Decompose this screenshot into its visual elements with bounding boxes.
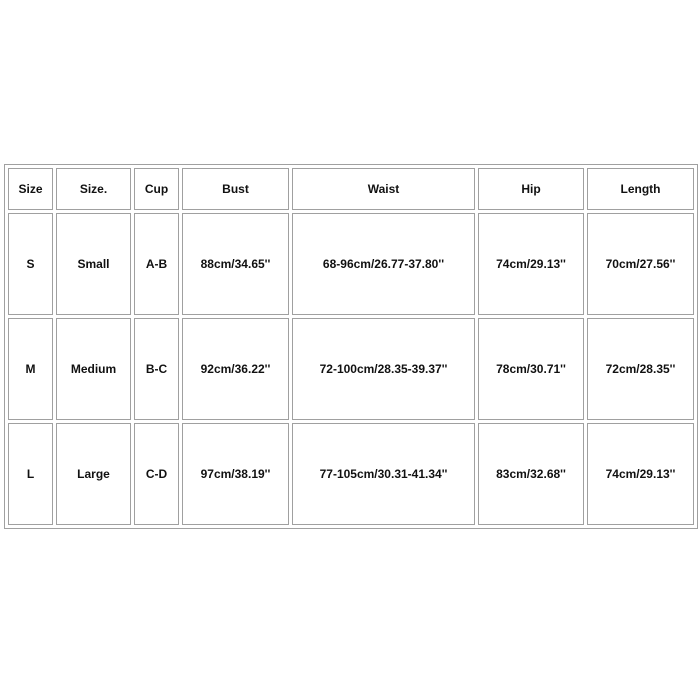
header-bust: Bust: [182, 168, 289, 210]
cell-length: 70cm/27.56'': [587, 213, 694, 315]
header-cup: Cup: [134, 168, 179, 210]
cell-bust: 88cm/34.65'': [182, 213, 289, 315]
cell-length: 72cm/28.35'': [587, 318, 694, 420]
cell-bust: 97cm/38.19'': [182, 423, 289, 525]
header-length: Length: [587, 168, 694, 210]
cell-length: 74cm/29.13'': [587, 423, 694, 525]
header-size: Size: [8, 168, 53, 210]
cell-size: L: [8, 423, 53, 525]
header-size-name: Size.: [56, 168, 131, 210]
cell-hip: 83cm/32.68'': [478, 423, 584, 525]
cell-size-name: Large: [56, 423, 131, 525]
cell-waist: 72-100cm/28.35-39.37'': [292, 318, 475, 420]
cell-size-name: Small: [56, 213, 131, 315]
size-chart-table: [4, 164, 698, 529]
cell-hip: 74cm/29.13'': [478, 213, 584, 315]
cell-waist: 77-105cm/30.31-41.34'': [292, 423, 475, 525]
table-row: [8, 213, 694, 315]
cell-hip: 78cm/30.71'': [478, 318, 584, 420]
cell-size: S: [8, 213, 53, 315]
cell-size: M: [8, 318, 53, 420]
header-waist: Waist: [292, 168, 475, 210]
cell-waist: 68-96cm/26.77-37.80'': [292, 213, 475, 315]
table-header-row: [8, 168, 694, 210]
header-hip: Hip: [478, 168, 584, 210]
cell-cup: A-B: [134, 213, 179, 315]
cell-bust: 92cm/36.22'': [182, 318, 289, 420]
cell-cup: B-C: [134, 318, 179, 420]
table-row: [8, 423, 694, 525]
cell-cup: C-D: [134, 423, 179, 525]
cell-size-name: Medium: [56, 318, 131, 420]
table-row: [8, 318, 694, 420]
